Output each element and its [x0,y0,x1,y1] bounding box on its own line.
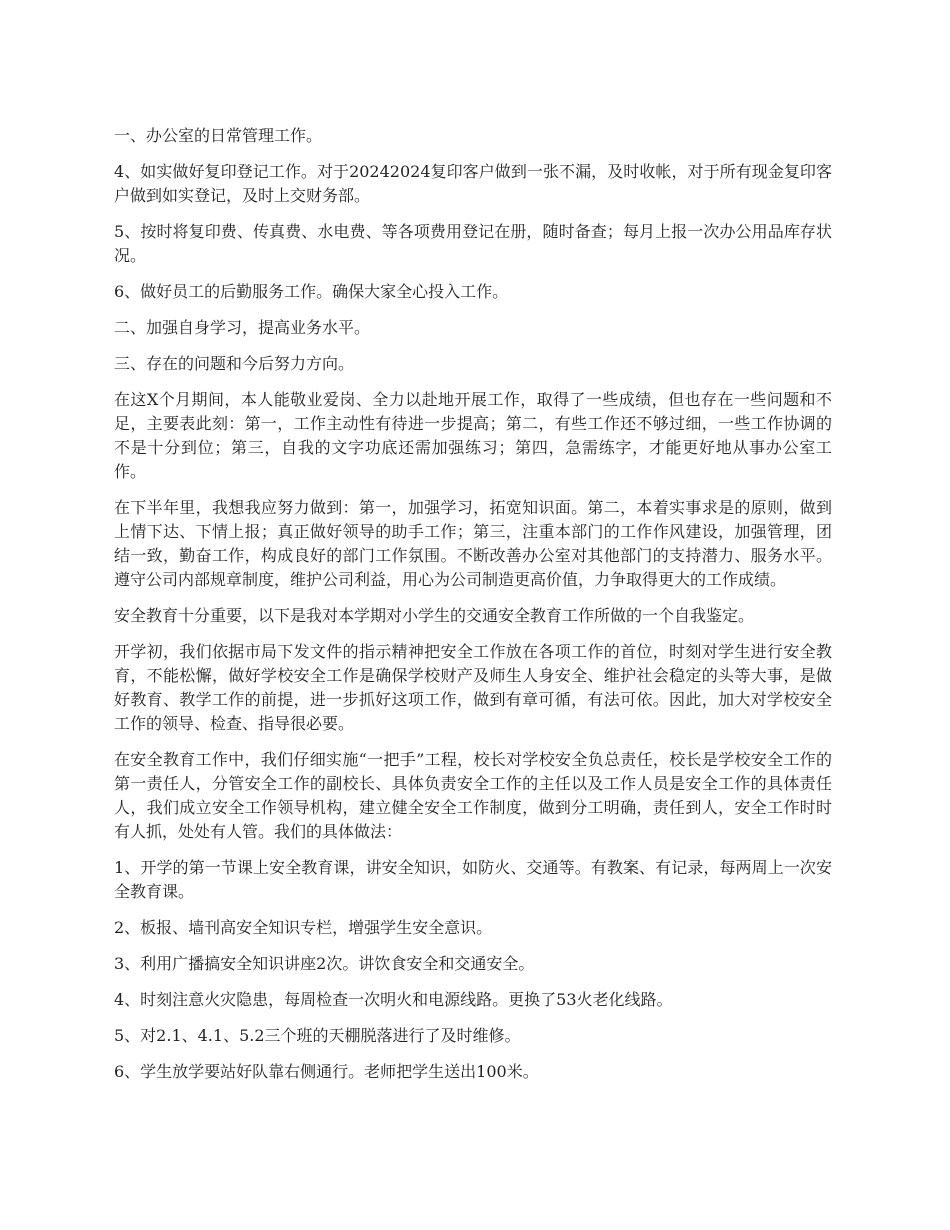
paragraph-semester-start: 开学初，我们依据市局下发文件的指示精神把安全工作放在各项工作的首位，时刻对学生进行安全教育，不能松懈，做好学校安全工作是确保学校财产及师生人身安全、维护社会稳定的头等大事，是做好教育、教学工作的前提，进一步抓好这项工作，做到有章可循，有法可依。因此，加大对学校安全工作的领导、检查、指导很必要。 [114,642,832,733]
paragraph-second-half-plan: 在下半年里，我想我应努力做到：第一，加强学习，拓宽知识面。第二，本着实事求是的原则，做到上情下达、下情上报；真正做好领导的助手工作；第三，注重本部门的工作作风建设，加强管理，团结一致，勤奋工作，构成良好的部门工作氛围。不断改善办公室对其他部门的支持潜力、服务水平。遵守公司内部规章制度，维护公司利益，用心为公司制造更高价值，力争取得更大的工作成绩。 [114,498,832,589]
heading-office-management: 一、办公室的日常管理工作。 [114,126,323,145]
paragraph-problems: 在这X个月期间，本人能敬业爱岗、全力以赴地开展工作，取得了一些成绩，但也存在一些问题和不足，主要表此刻：第一，工作主动性有待进一步提高；第二，有些工作还不够过细，一些工作协调的不是十分到位；第三，自我的文字功底还需加强练习；第四，急需练字，才能更好地从事办公室工作。 [114,390,832,481]
list-item-fire-hazard: 4、时刻注意火灾隐患，每周检查一次明火和电源线路。更换了53火老化线路。 [114,990,673,1009]
list-item-broadcast: 3、利用广播搞安全知识讲座2次。讲饮食安全和交通安全。 [114,954,535,973]
paragraph-fee-registration: 5、按时将复印费、传真费、水电费、等各项费用登记在册，随时备查；每月上报一次办公用品库存状况。 [114,222,832,265]
list-item-safety-class: 1、开学的第一节课上安全教育课，讲安全知识，如防火、交通等。有教案、有记录，每两周上一次安全教育课。 [114,858,832,901]
paragraph-logistics-service: 6、做好员工的后勤服务工作。确保大家全心投入工作。 [114,282,509,301]
paragraph-copy-registration: 4、如实做好复印登记工作。对于20242024复印客户做到一张不漏，及时收帐，对于所有现金复印客户做到如实登记，及时上交财务部。 [114,162,832,205]
heading-self-study: 二、加强自身学习，提高业务水平。 [114,318,371,337]
list-item-blackboard: 2、板报、墙刊高安全知识专栏，增强学生安全意识。 [114,918,493,937]
document-body [114,124,832,1096]
list-item-ceiling-repair: 5、对2.1、4.1、5.2三个班的天棚脱落进行了及时维修。 [114,1026,521,1045]
paragraph-safety-intro: 安全教育十分重要，以下是我对本学期对小学生的交通安全教育工作所做的一个自我鉴定。 [114,606,755,625]
paragraph-responsibility: 在安全教育工作中，我们仔细实施“一把手”工程，校长对学校安全负总责任，校长是学校安全工作的第一责任人，分管安全工作的副校长、具体负责安全工作的主任以及工作人员是安全工作的具体责任人，我们成立安全工作领导机构，建立健全安全工作制度，做到分工明确，责任到人，安全工作时时有人抓，处处有人管。我们的具体做法： [114,750,832,841]
heading-problems-direction: 三、存在的问题和今后努力方向。 [114,354,355,373]
list-item-dismissal: 6、学生放学要站好队靠右侧通行。老师把学生送出100米。 [114,1062,539,1081]
